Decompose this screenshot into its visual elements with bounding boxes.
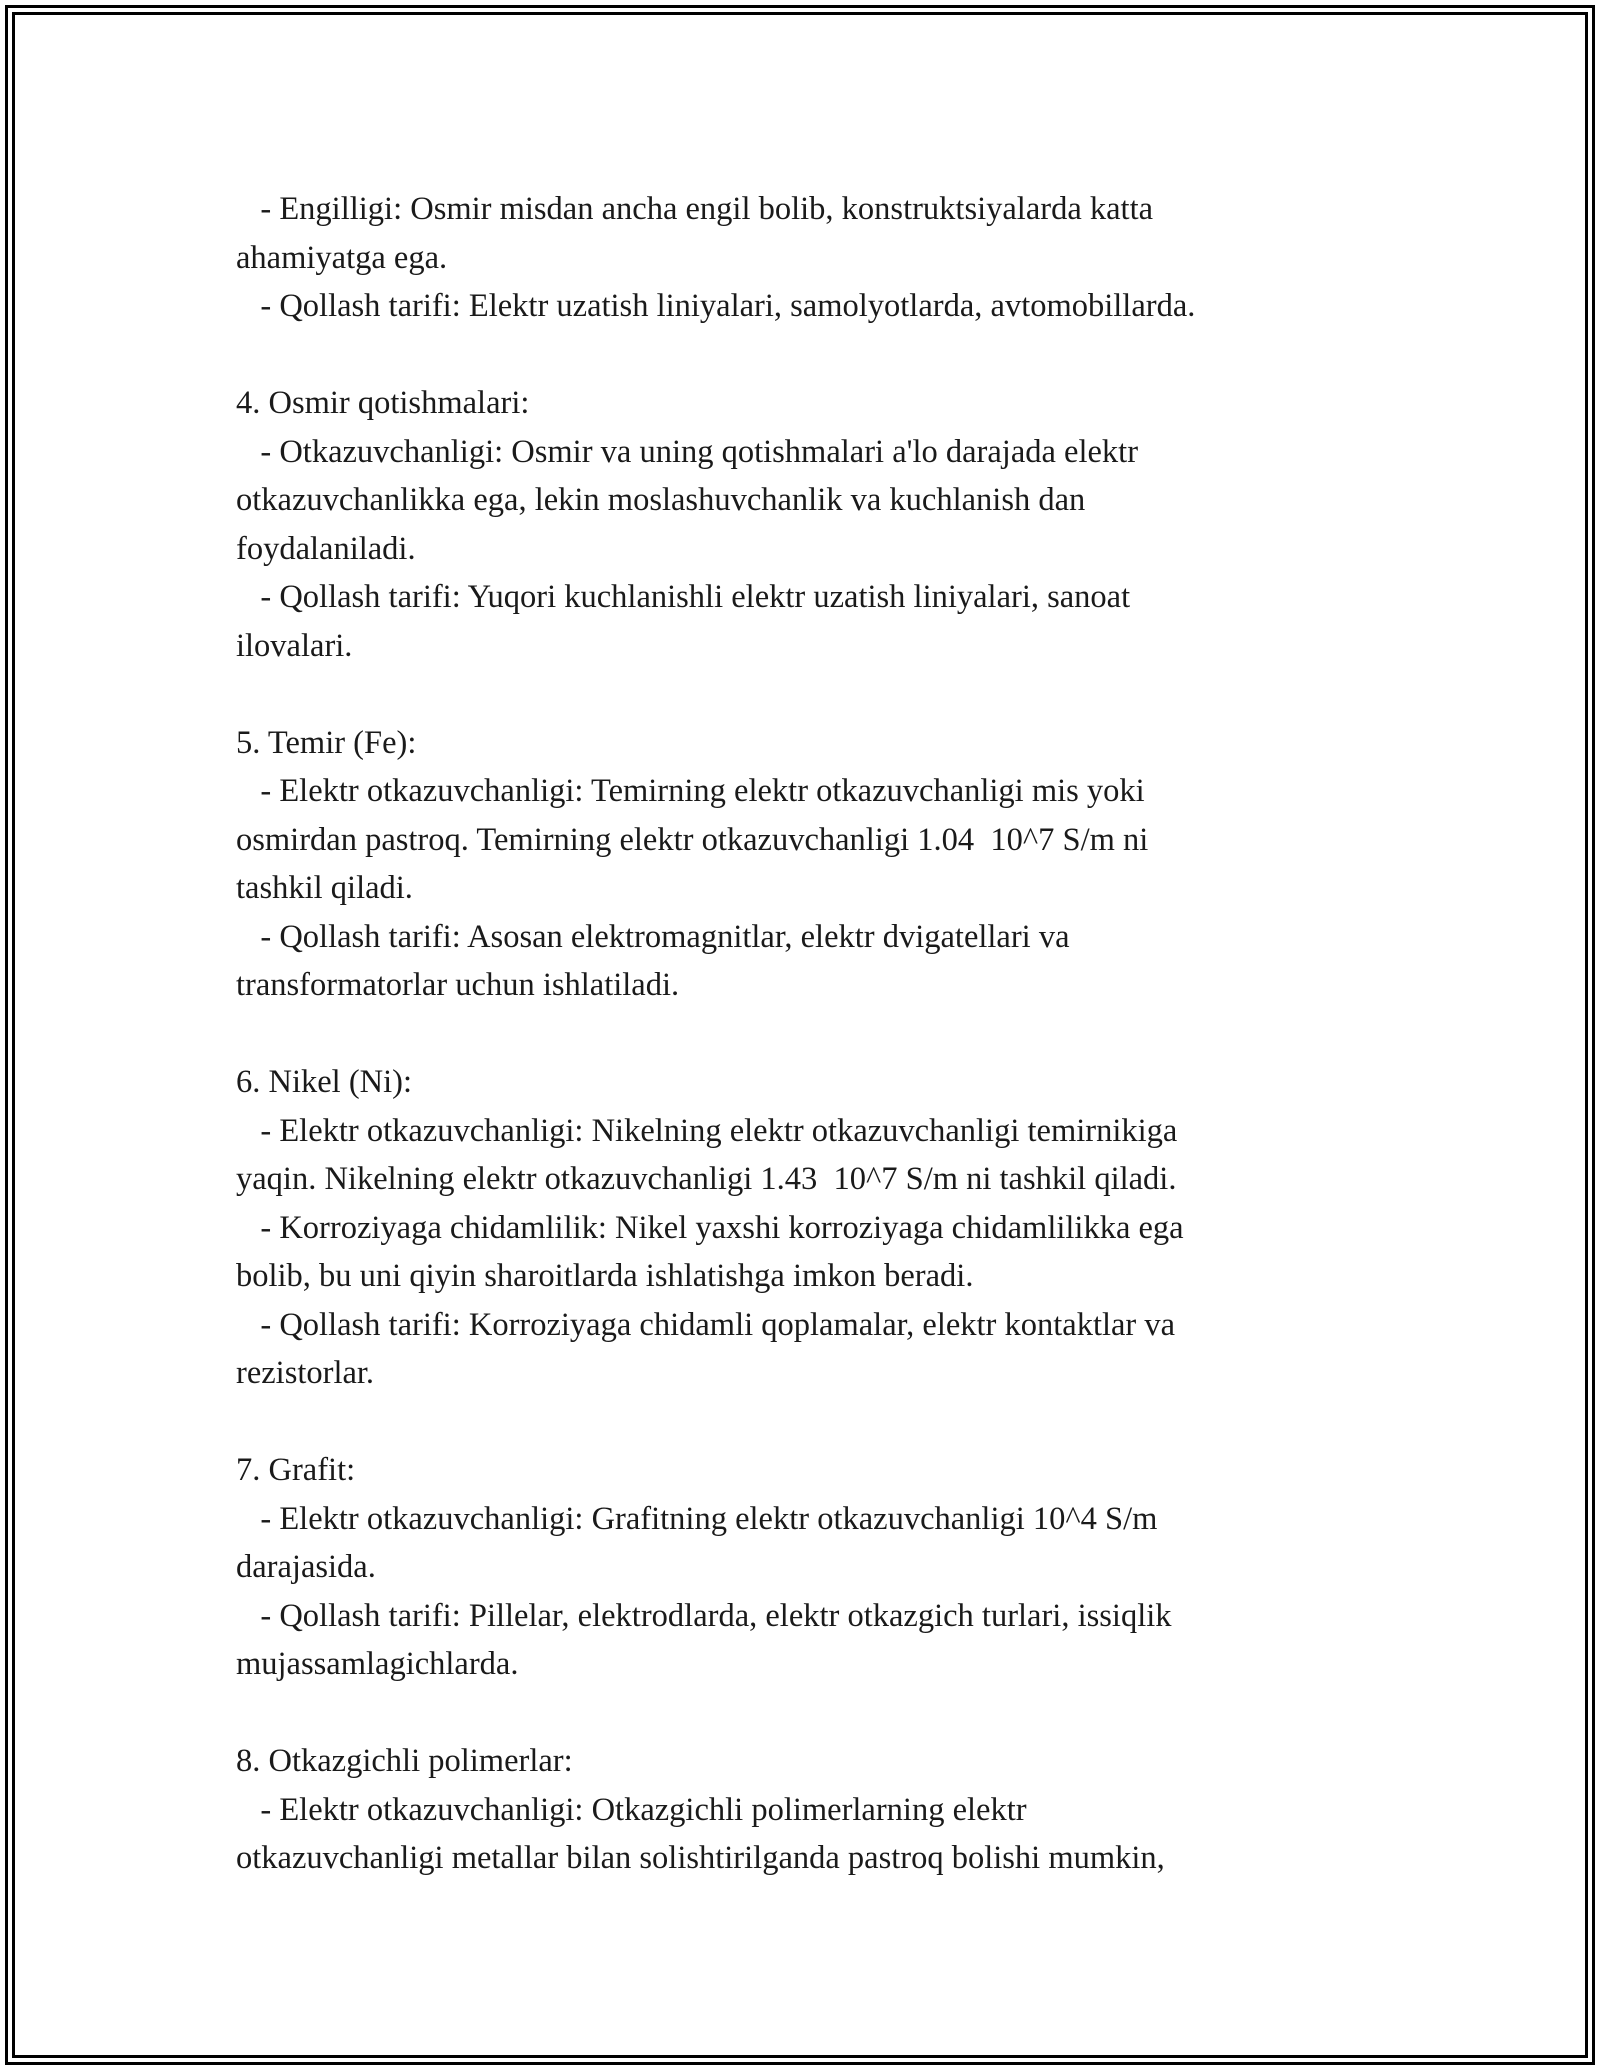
paragraph-gap	[236, 1010, 1366, 1059]
text-line: - Elektr otkazuvchanligi: Temirning elektr otkazuvchanligi mis yoki	[236, 773, 1145, 809]
document-section	[236, 1446, 1366, 1689]
text-line: 7. Grafit:	[236, 1452, 356, 1488]
text-line: tashkil qiladi.	[236, 870, 413, 906]
document-section	[236, 719, 1366, 1010]
paragraph-gap	[236, 331, 1366, 380]
text-line: otkazuvchanlikka ega, lekin moslashuvchanlik va kuchlanish dan	[236, 482, 1086, 518]
text-line: - Otkazuvchanligi: Osmir va uning qotishmalari a'lo darajada elektr	[236, 433, 1139, 470]
text-line: darajasida.	[236, 1549, 376, 1585]
text-line: - Qollash tarifi: Asosan elektromagnitlar, elektr dvigatellari va	[236, 918, 1070, 955]
text-line: - Elektr otkazuvchanligi: Nikelning elektr otkazuvchanligi temirnikiga	[236, 1112, 1178, 1149]
text-line: otkazuvchanligi metallar bilan solishtirilganda pastroq bolishi mumkin,	[236, 1840, 1165, 1876]
paragraph-gap	[236, 670, 1366, 719]
text-line: mujassamlagichlarda.	[236, 1646, 519, 1682]
text-line: rezistorlar.	[236, 1355, 375, 1391]
text-line: ahamiyatga ega.	[236, 239, 448, 276]
text-line: transformatorlar uchun ishlatiladi.	[236, 967, 680, 1003]
document-section	[236, 1737, 1366, 1883]
paragraph-gap	[236, 1398, 1366, 1447]
document-section	[236, 185, 1366, 331]
text-line: - Elektr otkazuvchanligi: Grafitning elektr otkazuvchanligi 10^4 S/m	[236, 1500, 1158, 1537]
text-line: 5. Temir (Fe):	[236, 724, 417, 761]
text-line: osmirdan pastroq. Temirning elektr otkazuvchanligi 1.04 10^7 S/m ni	[236, 821, 1149, 858]
document-section	[236, 379, 1366, 670]
text-line: ilovalari.	[236, 627, 353, 664]
document-body	[236, 185, 1366, 1883]
text-line: - Qollash tarifi: Pillelar, elektrodlarda, elektr otkazgich turlari, issiqlik	[236, 1597, 1172, 1634]
document-section	[236, 1058, 1366, 1398]
text-line: bolib, bu uni qiyin sharoitlarda ishlatishga imkon beradi.	[236, 1258, 974, 1294]
text-line: - Korroziyaga chidamlilik: Nikel yaxshi korroziyaga chidamlilikka ega	[236, 1209, 1184, 1246]
text-line: - Elektr otkazuvchanligi: Otkazgichli polimerlarning elektr	[236, 1791, 1027, 1828]
text-line: 6. Nikel (Ni):	[236, 1064, 413, 1100]
text-line: - Qollash tarifi: Korroziyaga chidamli qoplamalar, elektr kontaktlar va	[236, 1306, 1176, 1343]
text-line: 4. Osmir qotishmalari:	[236, 385, 530, 421]
text-line: - Qollash tarifi: Yuqori kuchlanishli elektr uzatish liniyalari, sanoat	[236, 579, 1131, 615]
text-line: - Engilligi: Osmir misdan ancha engil bolib, konstruktsiyalarda katta	[236, 191, 1154, 227]
text-line: foydalaniladi.	[236, 530, 416, 567]
text-line: yaqin. Nikelning elektr otkazuvchanligi 1.43 10^7 S/m ni tashkil qiladi.	[236, 1161, 1177, 1197]
text-line: 8. Otkazgichli polimerlar:	[236, 1743, 573, 1779]
paragraph-gap	[236, 1689, 1366, 1738]
text-line: - Qollash tarifi: Elektr uzatish liniyalari, samolyotlarda, avtomobillarda.	[236, 288, 1196, 324]
